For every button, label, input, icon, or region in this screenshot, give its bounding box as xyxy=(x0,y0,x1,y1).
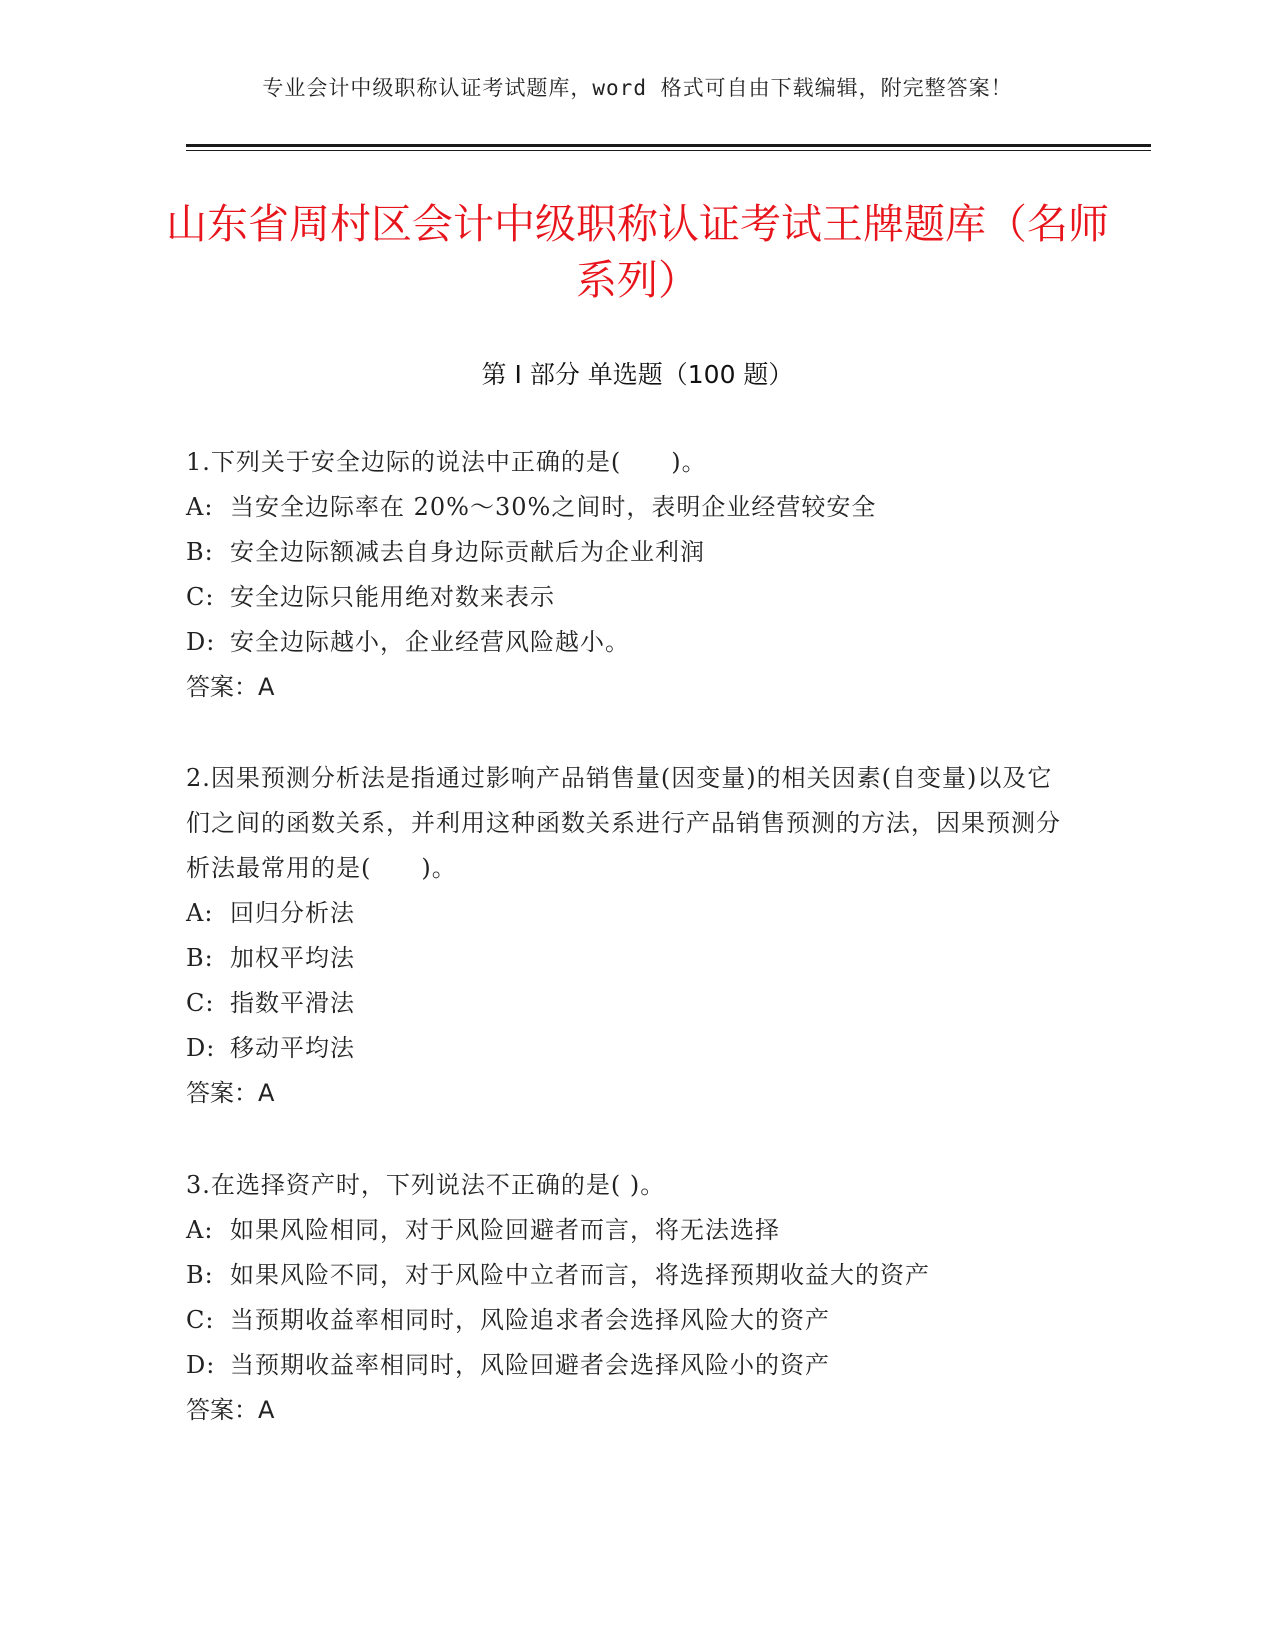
option-letter: B: xyxy=(186,944,214,972)
question-2 xyxy=(186,756,1076,1116)
option-letter: B: xyxy=(186,538,214,566)
option-a xyxy=(186,891,1076,936)
option-text: 移动平均法 xyxy=(230,1034,355,1062)
section-heading: 第 I 部分 单选题（100 题） xyxy=(481,360,794,389)
option-letter: A: xyxy=(186,899,214,927)
option-letter: A: xyxy=(186,493,214,521)
page-header: 专业会计中级职称认证考试题库，word 格式可自由下载编辑，附完整答案！ xyxy=(262,76,1013,100)
question-3 xyxy=(186,1163,1076,1433)
option-text: 当预期收益率相同时，风险回避者会选择风险小的资产 xyxy=(230,1351,830,1379)
option-text: 指数平滑法 xyxy=(230,989,355,1017)
answer: 答案：A xyxy=(186,1079,275,1107)
question-stem: 2.因果预测分析法是指通过影响产品销售量(因变量)的相关因素(自变量)以及它们之间的函数关系，并利用这种函数关系进行产品销售预测的方法，因果预测分析法最常用的是( )。 xyxy=(186,764,1061,882)
option-letter: C: xyxy=(186,1306,215,1334)
option-letter: D: xyxy=(186,628,216,656)
header-rule-thin xyxy=(186,150,1151,151)
option-d xyxy=(186,1343,1076,1388)
answer: 答案：A xyxy=(186,1396,275,1424)
question-stem: 3.在选择资产时，下列说法不正确的是( )。 xyxy=(186,1171,666,1199)
option-letter: A: xyxy=(186,1216,214,1244)
option-d xyxy=(186,1026,1076,1071)
header-rule-thick xyxy=(186,144,1151,147)
option-letter: B: xyxy=(186,1261,214,1289)
option-text: 如果风险相同，对于风险回避者而言，将无法选择 xyxy=(230,1216,780,1244)
option-a xyxy=(186,1208,1076,1253)
option-c xyxy=(186,1298,1076,1343)
option-b xyxy=(186,1253,1076,1298)
document-title: 山东省周村区会计中级职称认证考试王牌题库（名师系列） xyxy=(166,200,1109,304)
option-text: 安全边际越小，企业经营风险越小。 xyxy=(230,628,630,656)
option-text: 安全边际只能用绝对数来表示 xyxy=(230,583,555,611)
option-text: 回归分析法 xyxy=(230,899,355,927)
option-text: 安全边际额减去自身边际贡献后为企业利润 xyxy=(230,538,705,566)
option-letter: C: xyxy=(186,583,215,611)
question-1 xyxy=(186,440,1076,710)
answer: 答案：A xyxy=(186,673,275,701)
question-stem: 1.下列关于安全边际的说法中正确的是( )。 xyxy=(186,448,707,476)
option-b xyxy=(186,530,1076,575)
option-a xyxy=(186,485,1076,530)
option-text: 加权平均法 xyxy=(230,944,355,972)
option-c xyxy=(186,981,1076,1026)
option-text: 如果风险不同，对于风险中立者而言，将选择预期收益大的资产 xyxy=(230,1261,930,1289)
option-c xyxy=(186,575,1076,620)
option-text: 当预期收益率相同时，风险追求者会选择风险大的资产 xyxy=(230,1306,830,1334)
option-letter: C: xyxy=(186,989,215,1017)
option-letter: D: xyxy=(186,1034,216,1062)
option-d xyxy=(186,620,1076,665)
option-b xyxy=(186,936,1076,981)
option-text: 当安全边际率在 20%～30%之间时，表明企业经营较安全 xyxy=(230,493,877,521)
option-letter: D: xyxy=(186,1351,216,1379)
